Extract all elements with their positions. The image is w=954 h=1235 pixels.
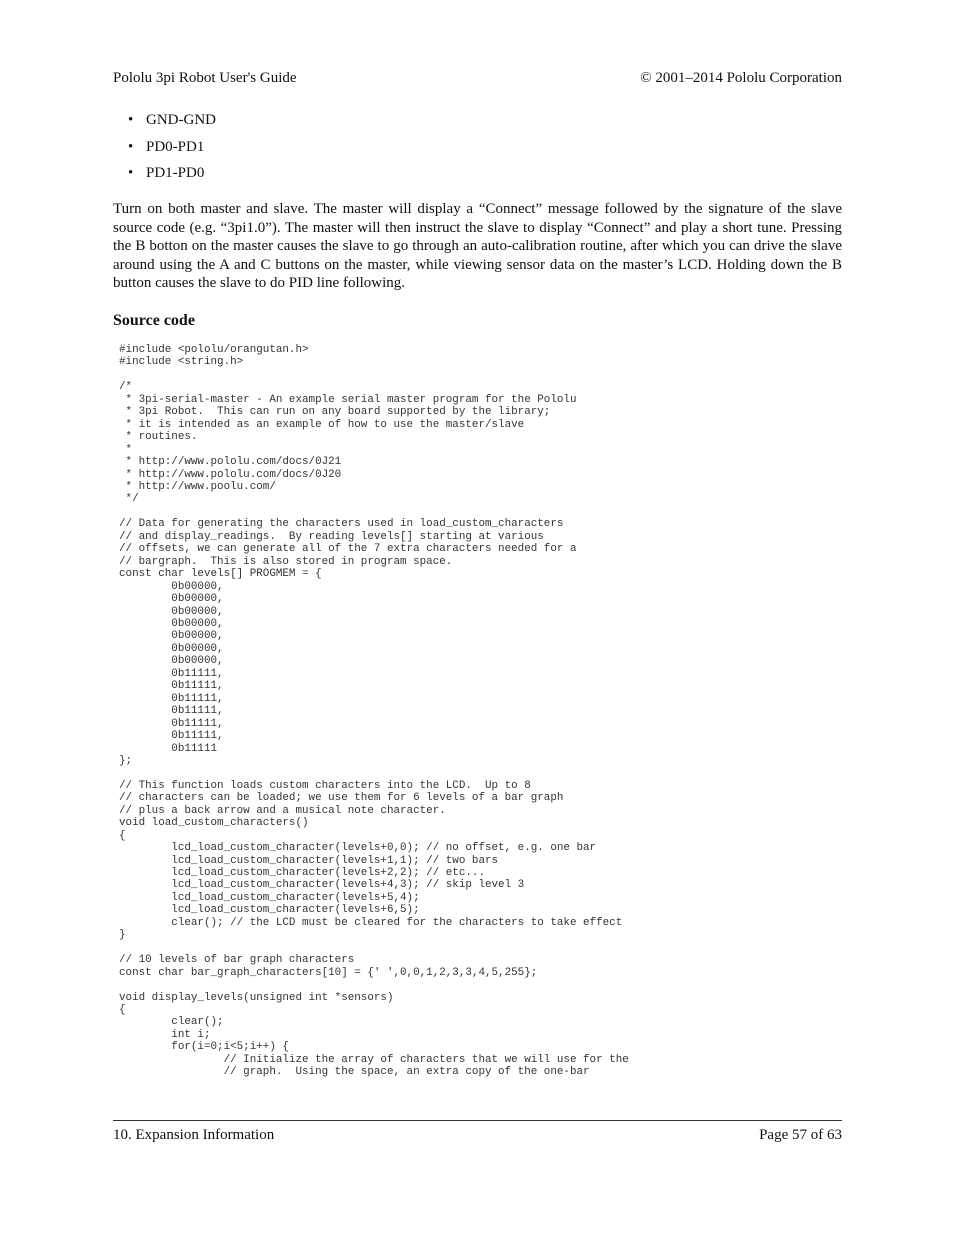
page-footer [113, 1127, 842, 1147]
copyright-notice: © 2001–2014 Pololu Corporation [640, 70, 842, 86]
document-title: Pololu 3pi Robot User's Guide [113, 70, 297, 86]
body-paragraph: Turn on both master and slave. The master will display a “Connect” message followed by the signature of the slave source code (e.g. “3pi1.0”). The master will then instruct the slave to display “Connect” and play a short tune. Pressing the B botton on the master causes the slave to go through an auto-calibration routine, after which you can drive the slave around using the A and C buttons on the master, while viewing sensor data on the master’s LCD. Holding down the B button causes the slave to do PID line following. [113, 201, 842, 292]
list-item: • PD1-PD0 [128, 165, 216, 192]
bullet-icon: • [128, 112, 134, 128]
connection-list [128, 112, 216, 192]
footer-divider [113, 1120, 842, 1121]
list-item: • GND-GND [128, 112, 216, 139]
source-code-block: #include <pololu/orangutan.h> #include <string.h> /* * 3pi-serial-master - An example serial master program for the Pololu * 3pi Robot. This can run on any board supported by the library; * it is intended as an example of how to use the master/slave * routines. * * http://www.pololu.com/docs/0J21 * http://www.pololu.com/docs/0J20 * http://www.poolu.com/ */ // Data for generating the characters used in load_custom_characters // and display_readings. By reading levels[] starting at various // offsets, we can generate all of the 7 extra characters needed for a // bargraph. This is also stored in program space. const char levels[] PROGMEM = { 0b00000, 0b00000, 0b00000, 0b00000, 0b00000, 0b00000, 0b00000, 0b11111, 0b11111, 0b11111, 0b11111, 0b11111, 0b11111, 0b11111 }; // This function loads custom characters into the LCD. Up to 8 // characters can be loaded; we use them for 6 levels of a bar graph // plus a back arrow and a musical note character. void load_custom_characters() { lcd_load_custom_character(levels+0,0); // no offset, e.g. one bar lcd_load_custom_character(levels+1,1); // two bars lcd_load_custom_character(levels+2,2); // etc... lcd_load_custom_character(levels+4,3); // skip level 3 lcd_load_custom_character(levels+5,4); lcd_load_custom_character(levels+6,5); clear(); // the LCD must be cleared for the characters to take effect } // 10 levels of bar graph characters const char bar_graph_characters[10] = {' ',0,0,1,2,3,3,4,5,255}; void display_levels(unsigned int *sensors) { clear(); int i; for(i=0;i<5;i++) { // Initialize the array of characters that we will use for the // graph. Using the space, an extra copy of the one-bar [119, 344, 629, 1079]
footer-section: 10. Expansion Information [113, 1127, 275, 1143]
bullet-icon: • [128, 165, 134, 181]
page-number: Page 57 of 63 [759, 1127, 842, 1143]
bullet-icon: • [128, 138, 134, 155]
list-item: • PD0-PD1 [128, 139, 216, 166]
page-header [113, 70, 842, 90]
section-heading: Source code [113, 312, 195, 329]
